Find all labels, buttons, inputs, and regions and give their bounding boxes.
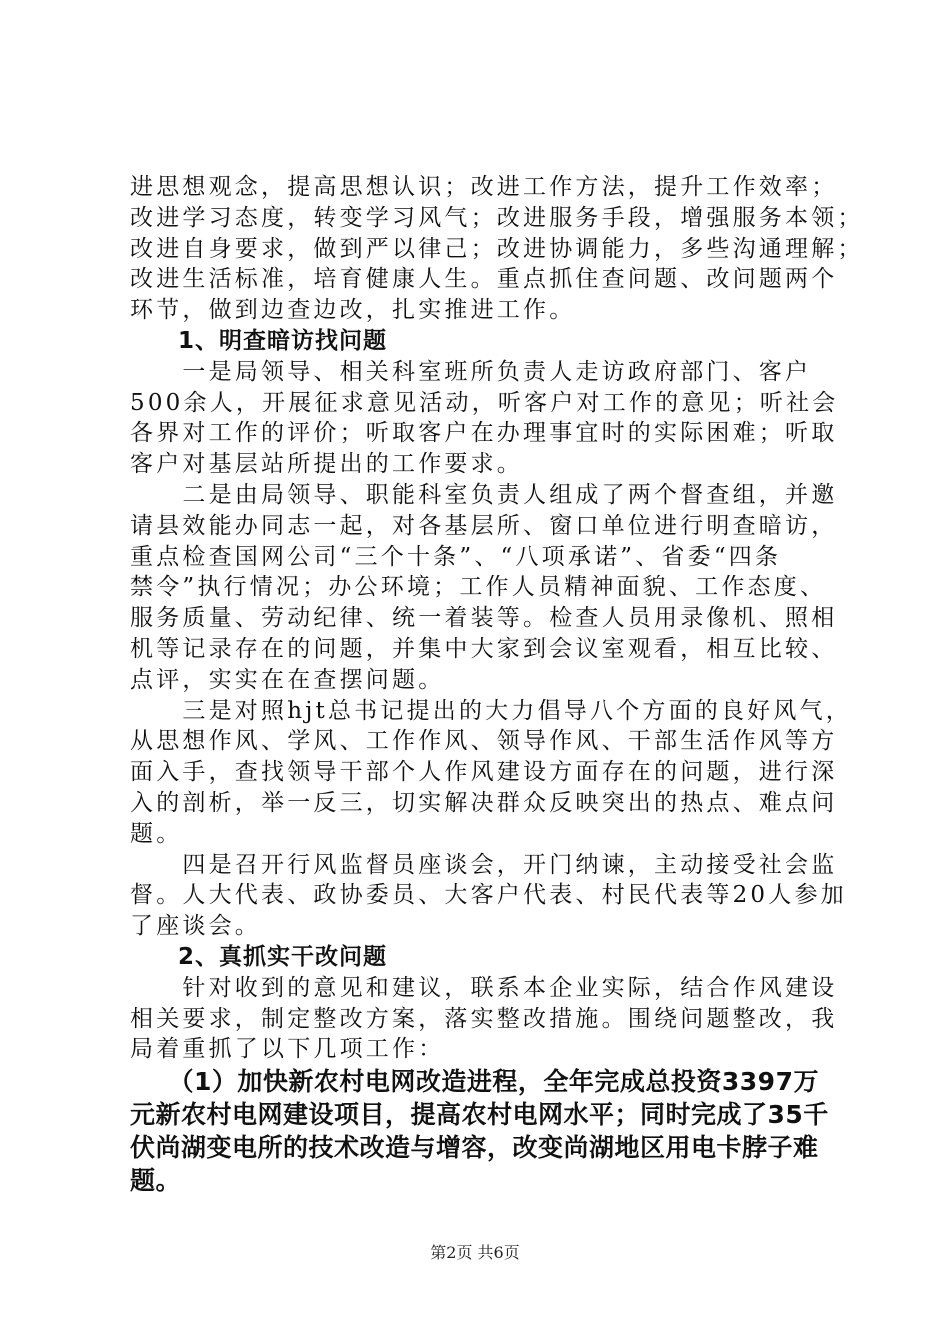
text-line: （1）加快新农村电网改造进程，全年完成总投资3397万 xyxy=(130,1067,819,1097)
text-line: 进思想观念，提高思想认识；改进工作方法，提升工作效率； xyxy=(130,174,838,200)
text-line: 禁令”执行情况；办公环境；工作人员精神面貌、工作态度、 xyxy=(130,574,827,601)
text-line: 入的剖析，举一反三，切实解决群众反映突出的热点、难点问 xyxy=(130,789,838,816)
text-line: 环节，做到边查边改，扎实推进工作。 xyxy=(130,297,576,324)
section-heading: 2、真抓实干改问题 xyxy=(130,943,388,970)
text-line: 改进生活标准，培育健康人生。重点抓住查问题、改问题两个 xyxy=(130,266,838,293)
text-line: 点评，实实在在查摆问题。 xyxy=(130,666,445,693)
text-line: 针对收到的意见和建议，联系本企业实际，结合作风建设 xyxy=(130,974,838,1001)
text-line: 元新农村电网建设项目，提高农村电网水平；同时完成了35千 xyxy=(130,1100,829,1130)
text-line: 500余人，开展征求意见活动，听客户对工作的意见；听社会 xyxy=(130,389,839,416)
text-line: 督。人大代表、政协委员、大客户代表、村民代表等20人参加 xyxy=(130,882,847,909)
text-line: 题。 xyxy=(130,1166,182,1196)
text-line: 请县效能办同志一起，对各基层所、窗口单位进行明查暗访， xyxy=(130,512,838,539)
text-line: 伏尚湖变电所的技术改造与增容，改变尚湖地区用电卡脖子难 xyxy=(130,1133,819,1163)
text-line: 从思想作风、学风、工作作风、领导作风、干部生活作风等方 xyxy=(130,728,838,755)
text-line: 机等记录存在的问题，并集中大家到会议室观看，相互比较、 xyxy=(130,635,838,662)
text-line: 二是由局领导、职能科室负责人组成了两个督查组，并邀 xyxy=(130,481,838,508)
text-line: 服务质量、劳动纪律、统一着装等。检查人员用录像机、照相 xyxy=(130,605,838,632)
text-line: 题。 xyxy=(130,820,183,847)
text-line: 改进学习态度，转变学习风气；改进服务手段，增强服务本领； xyxy=(130,204,864,231)
text-line: 客户对基层站所提出的工作要求。 xyxy=(130,451,523,478)
text-line: 局着重抓了以下几项工作： xyxy=(130,1036,445,1063)
page-footer: 第2页 共6页 xyxy=(430,1243,520,1262)
text-line: 一是局领导、相关科室班所负责人走访政府部门、客户 xyxy=(130,358,812,385)
text-line: 相关要求，制定整改方案，落实整改措施。围绕问题整改，我 xyxy=(130,1005,838,1032)
document-body xyxy=(130,172,864,1197)
text-line: 重点检查国网公司“三个十条”、“八项承诺”、省委“四条 xyxy=(130,543,782,570)
text-line: 四是召开行风监督员座谈会，开门纳谏，主动接受社会监 xyxy=(130,851,838,878)
text-line: 了座谈会。 xyxy=(130,913,261,940)
text-line: 改进自身要求，做到严以律己；改进协调能力，多些沟通理解； xyxy=(130,235,864,262)
text-line: 面入手，查找领导干部个人作风建设方面存在的问题，进行深 xyxy=(130,759,838,786)
text-line: 三是对照hjt总书记提出的大力倡导八个方面的良好风气， xyxy=(130,697,852,724)
section-heading: 1、明查暗访找问题 xyxy=(130,327,388,354)
text-line: 各界对工作的评价；听取客户在办理事宜时的实际困难；听取 xyxy=(130,420,838,447)
